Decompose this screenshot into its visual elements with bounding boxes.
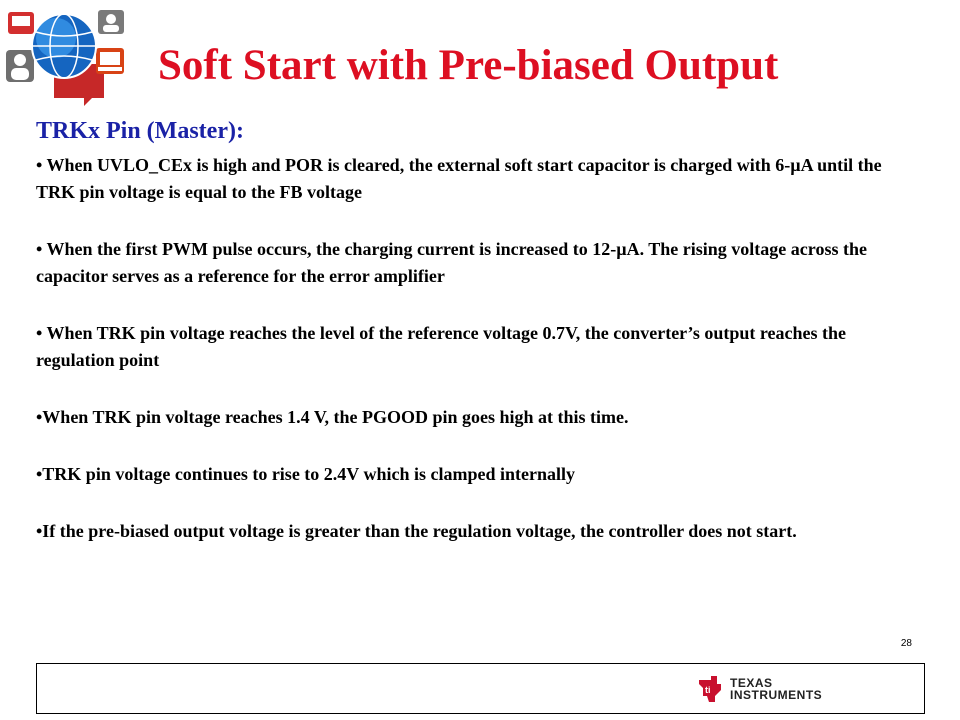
bullet-list: [36, 152, 920, 575]
slide-title: Soft Start with Pre-biased Output: [158, 42, 779, 89]
ti-brand-line-1: TEXAS: [730, 676, 773, 690]
bullet-item-pwm: • When the first PWM pulse occurs, the charging current is increased to 12-µA. The rising voltage across the capacitor serves as a reference for the error amplifier: [36, 239, 867, 286]
ti-brand-name: [730, 677, 822, 701]
bullet-item-uvlo: • When UVLO_CEx is high and POR is cleared, the external soft start capacitor is charged with 6-µA until the TRK pin voltage is equal to the FB voltage: [36, 155, 882, 202]
globe-people-logo-icon: [4, 6, 128, 106]
bullet-item-reference: • When TRK pin voltage reaches the level of the reference voltage 0.7V, the converter’s output reaches the regulation point: [36, 323, 846, 370]
ti-logo-icon: [697, 674, 723, 704]
ti-brand-line-2: INSTRUMENTS: [730, 688, 823, 702]
svg-text:ti: ti: [705, 685, 711, 695]
section-heading: TRKx Pin (Master):: [36, 118, 244, 144]
bullet-item-clamp: •TRK pin voltage continues to rise to 2.4V which is clamped internally: [36, 464, 575, 484]
page-number: 28: [900, 638, 912, 649]
bullet-item-pgood: •When TRK pin voltage reaches 1.4 V, the PGOOD pin goes high at this time.: [36, 407, 629, 427]
bullet-item-prebiased: •If the pre-biased output voltage is greater than the regulation voltage, the controller does not start.: [36, 521, 797, 541]
footer-bar: [36, 663, 925, 714]
